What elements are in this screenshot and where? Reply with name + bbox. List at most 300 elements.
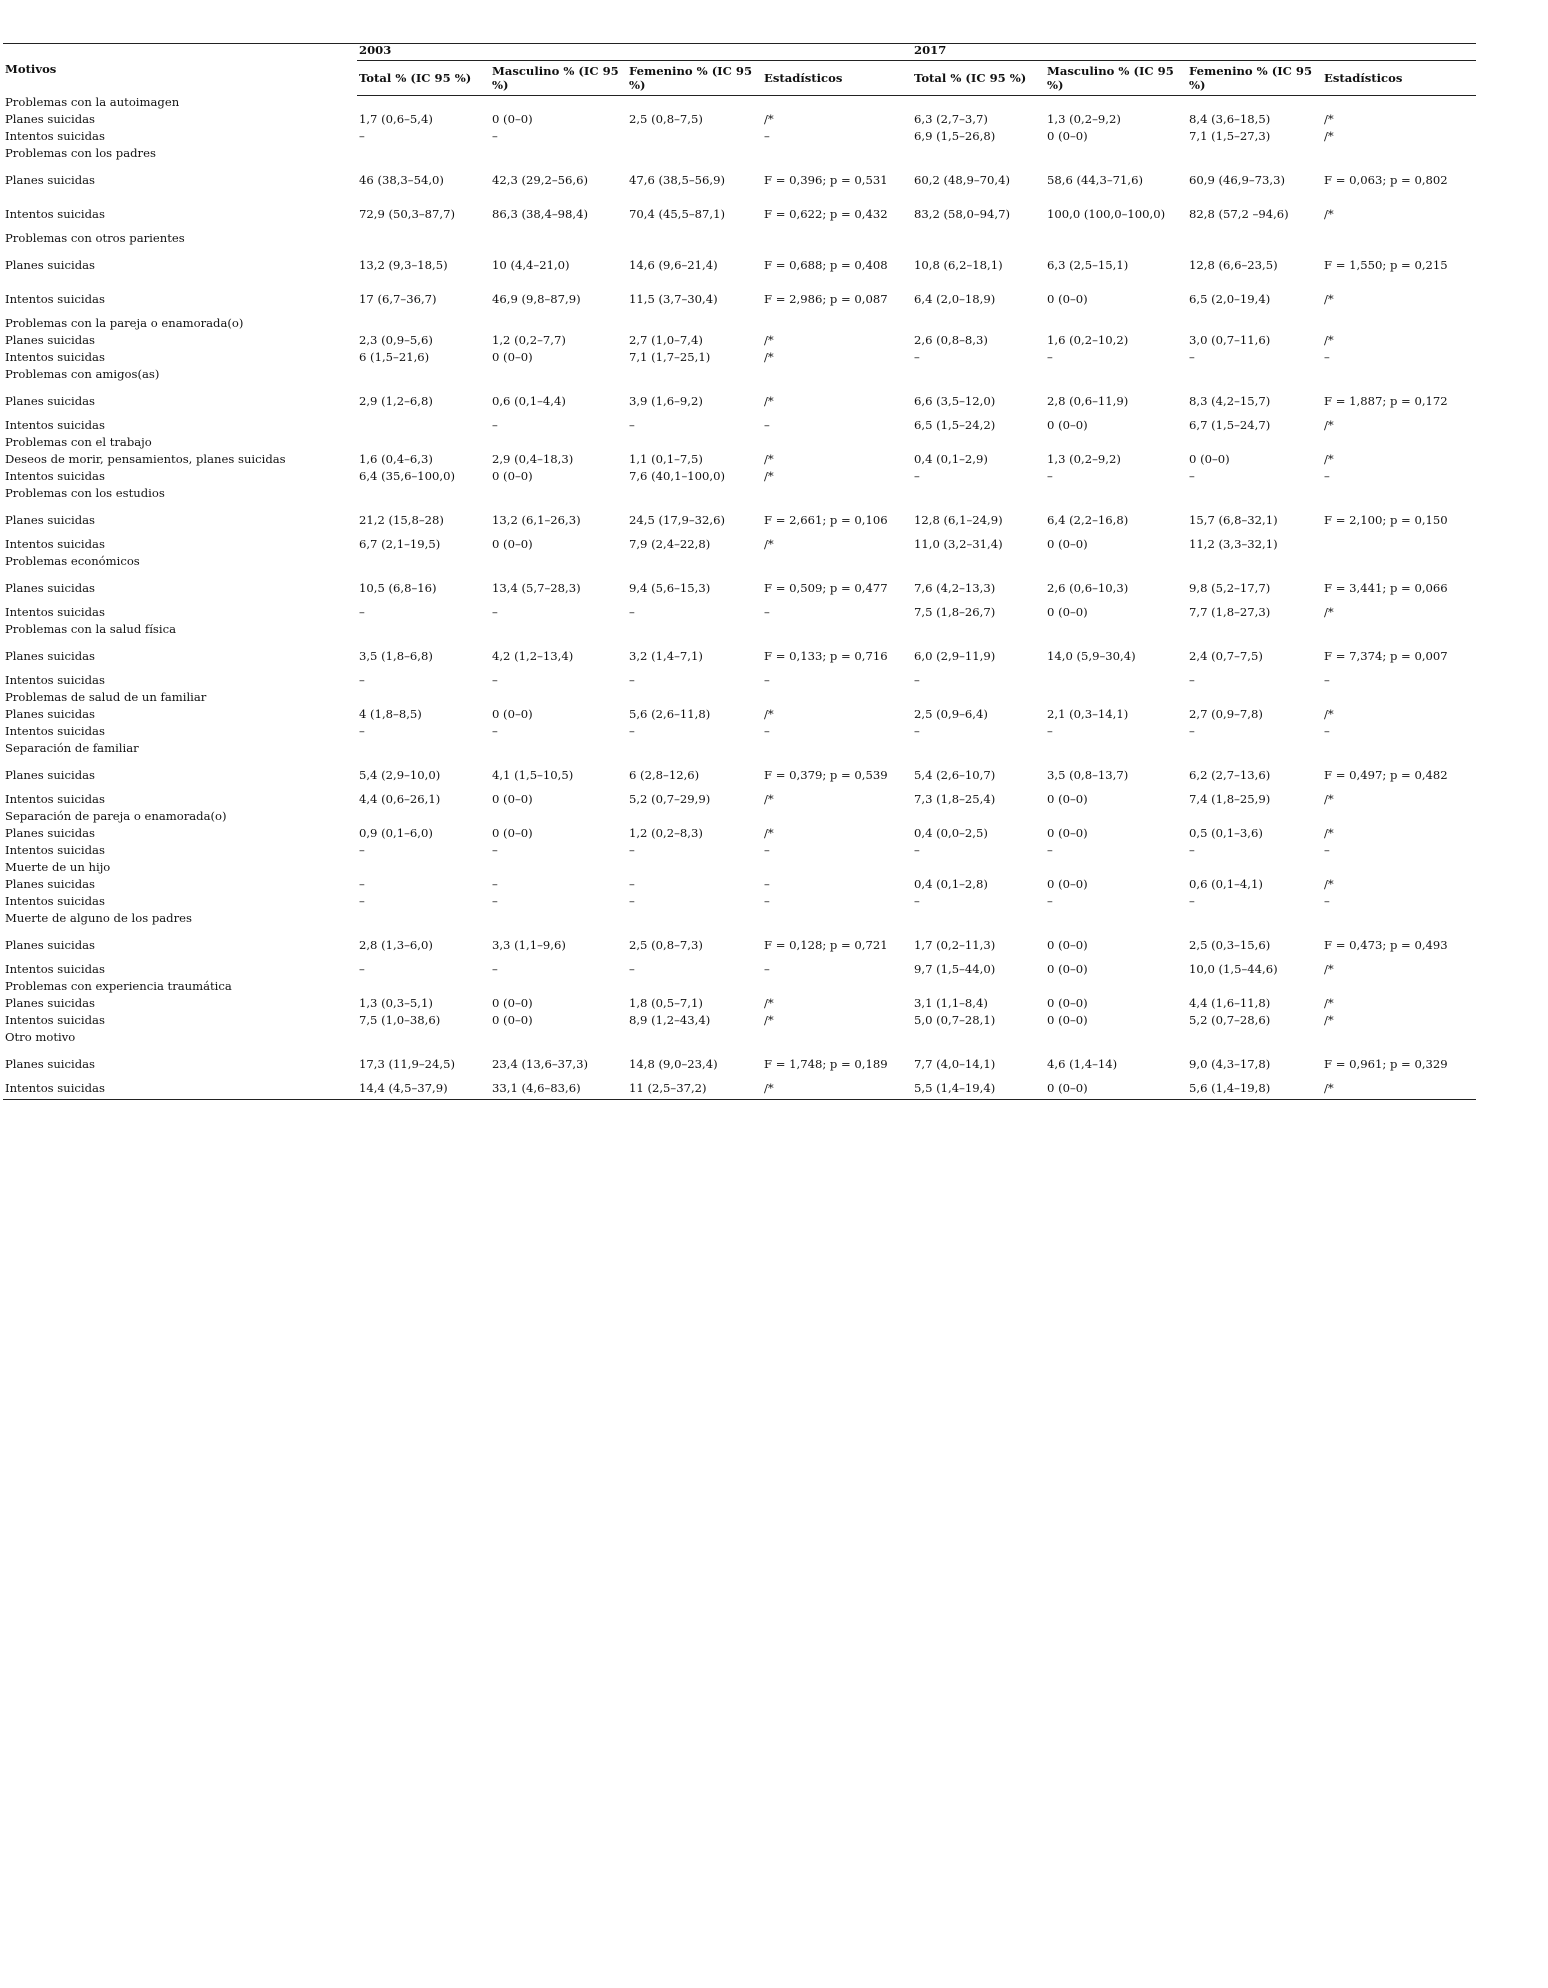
cell-estadisticos-2017: /* bbox=[1324, 962, 1334, 976]
cell-masculino-2003: 23,4 (13,6–37,3) bbox=[492, 1057, 588, 1072]
category-row bbox=[3, 487, 1476, 504]
cell-total-2003: 46 (38,3–54,0) bbox=[359, 173, 444, 188]
category-row bbox=[3, 147, 1476, 164]
cell-femenino-2017: 15,7 (6,8–32,1) bbox=[1189, 513, 1278, 528]
cell-estadisticos-2017: /* bbox=[1324, 605, 1334, 619]
cell-estadisticos-2003: – bbox=[764, 724, 770, 738]
cell-estadisticos-2003: – bbox=[764, 894, 770, 908]
category-label: Problemas con la autoimagen bbox=[5, 95, 180, 109]
cell-masculino-2003: 1,2 (0,2–7,7) bbox=[492, 333, 566, 347]
cell-estadisticos-2017: F = 0,473; p = 0,493 bbox=[1324, 938, 1448, 953]
row-label: Intentos suicidas bbox=[5, 962, 105, 976]
cell-estadisticos-2017: /* bbox=[1324, 333, 1334, 347]
table-row bbox=[3, 164, 1476, 198]
cell-masculino-2003: 0 (0–0) bbox=[492, 350, 533, 364]
table-row bbox=[3, 419, 1476, 436]
cell-total-2003: 6,4 (35,6–100,0) bbox=[359, 469, 455, 483]
table-row bbox=[3, 674, 1476, 691]
cell-total-2017: 6,9 (1,5–26,8) bbox=[914, 129, 996, 143]
row-label: Planes suicidas bbox=[5, 333, 95, 347]
cell-masculino-2003: 0 (0–0) bbox=[492, 537, 533, 551]
cell-masculino-2017: 2,1 (0,3–14,1) bbox=[1047, 707, 1129, 721]
row-label: Planes suicidas bbox=[5, 996, 95, 1010]
cell-estadisticos-2003: /* bbox=[764, 826, 774, 840]
cell-estadisticos-2003: /* bbox=[764, 333, 774, 347]
category-label: Problemas con amigos(as) bbox=[5, 367, 160, 381]
cell-femenino-2017: – bbox=[1189, 350, 1195, 364]
cell-estadisticos-2003: – bbox=[764, 843, 770, 857]
category-label: Problemas con los padres bbox=[5, 146, 156, 160]
cell-estadisticos-2017: /* bbox=[1324, 418, 1334, 432]
cell-total-2003: 1,7 (0,6–5,4) bbox=[359, 112, 433, 126]
cell-femenino-2017: 0,6 (0,1–4,1) bbox=[1189, 877, 1263, 891]
cell-femenino-2003: – bbox=[629, 843, 635, 857]
cell-total-2003: 4 (1,8–8,5) bbox=[359, 707, 422, 721]
cell-estadisticos-2003: F = 0,379; p = 0,539 bbox=[764, 768, 888, 783]
cell-total-2017: – bbox=[914, 894, 920, 908]
cell-masculino-2003: – bbox=[492, 843, 498, 857]
cell-estadisticos-2003: /* bbox=[764, 112, 774, 126]
cell-femenino-2003: 14,8 (9,0–23,4) bbox=[629, 1057, 718, 1072]
table-row bbox=[3, 1048, 1476, 1082]
category-label: Problemas con el trabajo bbox=[5, 435, 152, 449]
category-row bbox=[3, 742, 1476, 759]
cell-masculino-2003: – bbox=[492, 605, 498, 619]
cell-masculino-2003: – bbox=[492, 673, 498, 687]
cell-femenino-2003: – bbox=[629, 605, 635, 619]
cell-femenino-2017: 5,6 (1,4–19,8) bbox=[1187, 1082, 1322, 1100]
cell-masculino-2017: 3,5 (0,8–13,7) bbox=[1047, 768, 1129, 783]
cell-total-2017: 0,4 (0,0–2,5) bbox=[914, 826, 988, 840]
cell-masculino-2003: 4,1 (1,5–10,5) bbox=[492, 768, 574, 783]
cell-estadisticos-2017: /* bbox=[1324, 877, 1334, 891]
cell-femenino-2017: 6,7 (1,5–24,7) bbox=[1189, 418, 1271, 432]
cell-total-2003 bbox=[357, 419, 490, 436]
cell-total-2003: – bbox=[359, 673, 365, 687]
cell-estadisticos-2017: /* bbox=[1324, 996, 1334, 1010]
table-row bbox=[3, 827, 1476, 844]
row-label: Planes suicidas bbox=[5, 394, 95, 409]
cell-estadisticos-2003: – bbox=[764, 877, 770, 891]
cell-total-2003: 2,8 (1,3–6,0) bbox=[359, 938, 433, 953]
cell-total-2017: 5,0 (0,7–28,1) bbox=[914, 1013, 996, 1027]
cell-masculino-2017: 0 (0–0) bbox=[1047, 996, 1088, 1010]
table-row bbox=[3, 351, 1476, 368]
cell-total-2017: – bbox=[914, 469, 920, 483]
cell-femenino-2017: 2,5 (0,3–15,6) bbox=[1189, 938, 1271, 953]
cell-masculino-2017: 0 (0–0) bbox=[1047, 418, 1088, 432]
row-label: Intentos suicidas bbox=[5, 207, 105, 222]
cell-estadisticos-2003: F = 2,986; p = 0,087 bbox=[764, 292, 888, 307]
cell-masculino-2017: – bbox=[1047, 350, 1053, 364]
table-row bbox=[3, 708, 1476, 725]
cell-masculino-2017: – bbox=[1047, 469, 1053, 483]
table-row bbox=[3, 997, 1476, 1014]
cell-femenino-2017: 9,8 (5,2–17,7) bbox=[1189, 581, 1271, 596]
cell-total-2017: 60,2 (48,9–70,4) bbox=[914, 173, 1011, 188]
cell-masculino-2017: 0 (0–0) bbox=[1047, 129, 1088, 143]
cell-total-2017: – bbox=[914, 350, 920, 364]
cell-estadisticos-2003: F = 0,128; p = 0,721 bbox=[764, 938, 888, 953]
table-row bbox=[3, 538, 1476, 555]
row-label: Intentos suicidas bbox=[5, 129, 105, 143]
cell-estadisticos-2003: /* bbox=[764, 707, 774, 721]
category-label: Otro motivo bbox=[5, 1030, 76, 1044]
table-header bbox=[3, 44, 1476, 96]
cell-total-2003: 17 (6,7–36,7) bbox=[359, 292, 437, 307]
table-row bbox=[3, 470, 1476, 487]
cell-total-2003: 0,9 (0,1–6,0) bbox=[359, 826, 433, 840]
cell-masculino-2017: 6,4 (2,2–16,8) bbox=[1047, 513, 1129, 528]
cell-femenino-2003: 2,7 (1,0–7,4) bbox=[629, 333, 703, 347]
category-row bbox=[3, 317, 1476, 334]
cell-estadisticos-2017: F = 2,100; p = 0,150 bbox=[1324, 513, 1448, 528]
cell-femenino-2003: 7,9 (2,4–22,8) bbox=[629, 537, 711, 551]
cell-total-2003: – bbox=[359, 724, 365, 738]
category-row bbox=[3, 368, 1476, 385]
row-label: Planes suicidas bbox=[5, 173, 95, 188]
cell-masculino-2017: 14,0 (5,9–30,4) bbox=[1047, 649, 1136, 664]
table-row bbox=[3, 198, 1476, 232]
cell-masculino-2017: 0 (0–0) bbox=[1047, 792, 1088, 806]
cell-total-2017: 2,6 (0,8–8,3) bbox=[914, 333, 988, 347]
cell-masculino-2017: 0 (0–0) bbox=[1047, 1013, 1088, 1027]
cell-femenino-2003: 1,1 (0,1–7,5) bbox=[629, 452, 703, 466]
cell-total-2017: 9,7 (1,5–44,0) bbox=[914, 962, 996, 976]
cell-femenino-2017: 11,2 (3,3–32,1) bbox=[1189, 537, 1278, 551]
cell-masculino-2017: 6,3 (2,5–15,1) bbox=[1047, 258, 1129, 273]
table-row bbox=[3, 1014, 1476, 1031]
table-row bbox=[3, 572, 1476, 606]
row-label: Planes suicidas bbox=[5, 1057, 95, 1072]
cell-masculino-2003: 0,6 (0,1–4,4) bbox=[492, 394, 566, 409]
cell-masculino-2003: – bbox=[492, 962, 498, 976]
cell-estadisticos-2017: /* bbox=[1324, 112, 1334, 126]
table-row bbox=[3, 1082, 1476, 1100]
cell-femenino-2017: 10,0 (1,5–44,6) bbox=[1189, 962, 1278, 976]
cell-femenino-2003: 70,4 (45,5–87,1) bbox=[629, 207, 725, 222]
cell-estadisticos-2017: /* bbox=[1324, 826, 1334, 840]
header-masculino-2017: Masculino % (IC 95 %) bbox=[1045, 61, 1187, 96]
cell-estadisticos-2017: /* bbox=[1324, 792, 1334, 806]
category-row bbox=[3, 232, 1476, 249]
cell-total-2003: 7,5 (1,0–38,6) bbox=[359, 1013, 441, 1027]
cell-femenino-2017: 6,2 (2,7–13,6) bbox=[1189, 768, 1271, 783]
cell-estadisticos-2003: /* bbox=[764, 537, 774, 551]
category-row bbox=[3, 436, 1476, 453]
table-row bbox=[3, 453, 1476, 470]
header-total-2003: Total % (IC 95 %) bbox=[357, 61, 490, 96]
category-row bbox=[3, 96, 1476, 114]
row-label: Intentos suicidas bbox=[3, 1082, 357, 1100]
cell-estadisticos-2017: /* bbox=[1324, 129, 1334, 143]
cell-femenino-2017: 4,4 (1,6–11,8) bbox=[1189, 996, 1271, 1010]
cell-total-2003: – bbox=[359, 894, 365, 908]
table-row bbox=[3, 249, 1476, 283]
cell-masculino-2017: 0 (0–0) bbox=[1047, 938, 1088, 953]
cell-total-2017: 6,3 (2,7–3,7) bbox=[914, 112, 988, 126]
table-row bbox=[3, 963, 1476, 980]
header-femenino-2017: Femenino % (IC 95 %) bbox=[1187, 61, 1322, 96]
cell-total-2003: – bbox=[359, 605, 365, 619]
cell-estadisticos-2003: F = 1,748; p = 0,189 bbox=[764, 1057, 888, 1072]
header-total-2017: Total % (IC 95 %) bbox=[912, 61, 1045, 96]
cell-femenino-2003: – bbox=[629, 962, 635, 976]
cell-total-2017: 7,3 (1,8–25,4) bbox=[914, 792, 996, 806]
cell-total-2003: 4,4 (0,6–26,1) bbox=[359, 792, 441, 806]
cell-femenino-2003: 1,8 (0,5–7,1) bbox=[629, 996, 703, 1010]
row-label: Intentos suicidas bbox=[5, 673, 105, 687]
cell-femenino-2017: 2,4 (0,7–7,5) bbox=[1189, 649, 1263, 664]
category-label: Problemas económicos bbox=[5, 554, 140, 568]
cell-masculino-2003: 0 (0–0) bbox=[492, 707, 533, 721]
cell-femenino-2017: – bbox=[1189, 894, 1195, 908]
cell-femenino-2017: 60,9 (46,9–73,3) bbox=[1189, 173, 1286, 188]
cell-femenino-2017: 5,2 (0,7–28,6) bbox=[1189, 1013, 1271, 1027]
cell-estadisticos-2017: /* bbox=[1322, 1082, 1476, 1100]
cell-masculino-2017: 1,6 (0,2–10,2) bbox=[1047, 333, 1129, 347]
cell-masculino-2003: 0 (0–0) bbox=[492, 112, 533, 126]
row-label: Planes suicidas bbox=[5, 258, 95, 273]
cell-total-2003: 2,9 (1,2–6,8) bbox=[359, 394, 433, 409]
cell-estadisticos-2017: – bbox=[1324, 843, 1330, 857]
cell-total-2003: 6 (1,5–21,6) bbox=[359, 350, 430, 364]
cell-femenino-2017: 7,4 (1,8–25,9) bbox=[1189, 792, 1271, 806]
cell-estadisticos-2017: /* bbox=[1324, 292, 1334, 307]
cell-femenino-2003: 11 (2,5–37,2) bbox=[627, 1082, 762, 1100]
cell-masculino-2003: 0 (0–0) bbox=[492, 469, 533, 483]
cell-femenino-2003: 2,5 (0,8–7,3) bbox=[629, 938, 703, 953]
category-label: Problemas de salud de un familiar bbox=[5, 690, 207, 704]
cell-masculino-2017: 1,3 (0,2–9,2) bbox=[1047, 452, 1121, 466]
table-row bbox=[3, 504, 1476, 538]
category-row bbox=[3, 1031, 1476, 1048]
cell-total-2017: – bbox=[914, 724, 920, 738]
cell-masculino-2017: 100,0 (100,0–100,0) bbox=[1047, 207, 1166, 222]
header-motivos: Motivos bbox=[3, 44, 357, 96]
cell-total-2003: – bbox=[359, 843, 365, 857]
table-row bbox=[3, 929, 1476, 963]
table-row bbox=[3, 606, 1476, 623]
category-row bbox=[3, 861, 1476, 878]
row-label: Planes suicidas bbox=[5, 649, 95, 664]
cell-masculino-2003: 46,9 (9,8–87,9) bbox=[492, 292, 581, 307]
cell-femenino-2003: 47,6 (38,5–56,9) bbox=[629, 173, 725, 188]
category-row bbox=[3, 810, 1476, 827]
cell-estadisticos-2017: /* bbox=[1324, 707, 1334, 721]
cell-total-2017: 6,4 (2,0–18,9) bbox=[914, 292, 996, 307]
cell-estadisticos-2003: /* bbox=[764, 452, 774, 466]
cell-masculino-2003: 3,3 (1,1–9,6) bbox=[492, 938, 566, 953]
cell-femenino-2017: 7,7 (1,8–27,3) bbox=[1189, 605, 1271, 619]
table-row bbox=[3, 759, 1476, 793]
cell-femenino-2003: – bbox=[629, 877, 635, 891]
cell-estadisticos-2017: – bbox=[1324, 894, 1330, 908]
cell-masculino-2017: 0 (0–0) bbox=[1047, 826, 1088, 840]
cell-femenino-2017: 0 (0–0) bbox=[1189, 452, 1230, 466]
cell-estadisticos-2003: /* bbox=[764, 1013, 774, 1027]
header-year-2003: 2003 bbox=[357, 44, 912, 61]
cell-total-2003: 17,3 (11,9–24,5) bbox=[359, 1057, 455, 1072]
cell-femenino-2003: 5,6 (2,6–11,8) bbox=[629, 707, 711, 721]
row-label: Planes suicidas bbox=[5, 768, 95, 783]
category-label: Muerte de un hijo bbox=[5, 860, 111, 874]
table-row bbox=[3, 640, 1476, 674]
cell-femenino-2003: 2,5 (0,8–7,5) bbox=[629, 112, 703, 126]
cell-total-2017: 5,5 (1,4–19,4) bbox=[912, 1082, 1045, 1100]
header-masculino-2003: Masculino % (IC 95 %) bbox=[490, 61, 627, 96]
cell-total-2017: 7,6 (4,2–13,3) bbox=[914, 581, 996, 596]
cell-femenino-2003: 5,2 (0,7–29,9) bbox=[629, 792, 711, 806]
cell-femenino-2017: 8,4 (3,6–18,5) bbox=[1189, 112, 1271, 126]
cell-estadisticos-2003: /* bbox=[764, 996, 774, 1010]
category-row bbox=[3, 623, 1476, 640]
cell-femenino-2003: 7,6 (40,1–100,0) bbox=[629, 469, 725, 483]
cell-total-2003: – bbox=[359, 877, 365, 891]
cell-estadisticos-2003: – bbox=[764, 418, 770, 432]
cell-masculino-2003: – bbox=[492, 877, 498, 891]
cell-femenino-2003: – bbox=[629, 418, 635, 432]
cell-masculino-2017: – bbox=[1047, 894, 1053, 908]
category-label: Separación de familiar bbox=[5, 741, 139, 755]
cell-masculino-2017: – bbox=[1047, 843, 1053, 857]
row-label: Planes suicidas bbox=[5, 112, 95, 126]
cell-estadisticos-2017: – bbox=[1324, 724, 1330, 738]
cell-masculino-2003: 13,4 (5,7–28,3) bbox=[492, 581, 581, 596]
row-label: Intentos suicidas bbox=[5, 792, 105, 806]
cell-femenino-2017: – bbox=[1189, 843, 1195, 857]
cell-estadisticos-2017: F = 1,550; p = 0,215 bbox=[1324, 258, 1448, 273]
cell-estadisticos-2003: F = 0,509; p = 0,477 bbox=[764, 581, 888, 596]
category-row bbox=[3, 912, 1476, 929]
cell-femenino-2017: – bbox=[1189, 673, 1195, 687]
cell-masculino-2017: – bbox=[1047, 724, 1053, 738]
category-label: Problemas con la pareja o enamorada(o) bbox=[5, 316, 244, 330]
category-row bbox=[3, 980, 1476, 997]
cell-total-2003: 1,6 (0,4–6,3) bbox=[359, 452, 433, 466]
category-row bbox=[3, 691, 1476, 708]
category-label: Problemas con los estudios bbox=[5, 486, 165, 500]
cell-total-2017: 1,7 (0,2–11,3) bbox=[914, 938, 996, 953]
header-estadisticos-2003: Estadísticos bbox=[762, 61, 912, 96]
cell-masculino-2003: 42,3 (29,2–56,6) bbox=[492, 173, 588, 188]
cell-total-2003: 2,3 (0,9–5,6) bbox=[359, 333, 433, 347]
cell-femenino-2003: 11,5 (3,7–30,4) bbox=[629, 292, 718, 307]
cell-masculino-2003: 2,9 (0,4–18,3) bbox=[492, 452, 574, 466]
category-label: Problemas con experiencia traumática bbox=[5, 979, 232, 993]
cell-total-2017: 0,4 (0,1–2,8) bbox=[914, 877, 988, 891]
cell-estadisticos-2003: /* bbox=[764, 469, 774, 483]
table-row bbox=[3, 878, 1476, 895]
row-label: Deseos de morir, pensamientos, planes suicidas bbox=[5, 452, 286, 466]
cell-femenino-2003: 7,1 (1,7–25,1) bbox=[629, 350, 711, 364]
cell-estadisticos-2017: F = 0,961; p = 0,329 bbox=[1324, 1057, 1448, 1072]
category-label: Problemas con la salud física bbox=[5, 622, 176, 636]
table-body bbox=[3, 96, 1476, 1100]
cell-masculino-2003: – bbox=[492, 129, 498, 143]
cell-masculino-2017: 0 (0–0) bbox=[1047, 292, 1088, 307]
cell-estadisticos-2003: F = 0,133; p = 0,716 bbox=[764, 649, 888, 664]
cell-total-2017: – bbox=[914, 673, 920, 687]
table-row bbox=[3, 385, 1476, 419]
cell-total-2017: 12,8 (6,1–24,9) bbox=[914, 513, 1003, 528]
header-year-2017: 2017 bbox=[912, 44, 1476, 61]
row-label: Planes suicidas bbox=[5, 581, 95, 596]
table-row bbox=[3, 844, 1476, 861]
row-label: Intentos suicidas bbox=[5, 469, 105, 483]
cell-masculino-2003: 0 (0–0) bbox=[492, 1013, 533, 1027]
cell-femenino-2003: – bbox=[629, 894, 635, 908]
cell-total-2003: 1,3 (0,3–5,1) bbox=[359, 996, 433, 1010]
cell-estadisticos-2017 bbox=[1322, 538, 1476, 555]
cell-femenino-2017: – bbox=[1189, 469, 1195, 483]
cell-femenino-2017: 3,0 (0,7–11,6) bbox=[1189, 333, 1271, 347]
row-label: Intentos suicidas bbox=[5, 292, 105, 307]
table-row bbox=[3, 334, 1476, 351]
cell-estadisticos-2003: /* bbox=[762, 1082, 912, 1100]
row-label: Planes suicidas bbox=[5, 513, 95, 528]
cell-total-2017: 2,5 (0,9–6,4) bbox=[914, 707, 988, 721]
cell-masculino-2017: 0 (0–0) bbox=[1045, 1082, 1187, 1100]
cell-masculino-2003: 0 (0–0) bbox=[492, 826, 533, 840]
cell-estadisticos-2017: – bbox=[1324, 469, 1330, 483]
motives-table bbox=[3, 43, 1476, 1100]
cell-estadisticos-2003: – bbox=[764, 962, 770, 976]
row-label: Intentos suicidas bbox=[5, 537, 105, 551]
cell-total-2017: 6,5 (1,5–24,2) bbox=[914, 418, 996, 432]
cell-masculino-2017: 4,6 (1,4–14) bbox=[1047, 1057, 1118, 1072]
cell-femenino-2003: 6 (2,8–12,6) bbox=[629, 768, 700, 783]
cell-femenino-2003 bbox=[627, 130, 762, 147]
cell-estadisticos-2017: F = 0,497; p = 0,482 bbox=[1324, 768, 1448, 783]
cell-estadisticos-2003: – bbox=[764, 673, 770, 687]
cell-femenino-2017: – bbox=[1189, 724, 1195, 738]
cell-femenino-2003: 3,9 (1,6–9,2) bbox=[629, 394, 703, 409]
cell-masculino-2017 bbox=[1045, 674, 1187, 691]
cell-masculino-2017: 2,6 (0,6–10,3) bbox=[1047, 581, 1129, 596]
cell-masculino-2017: 0 (0–0) bbox=[1047, 877, 1088, 891]
cell-total-2003: – bbox=[359, 129, 365, 143]
cell-estadisticos-2003: – bbox=[764, 129, 770, 143]
cell-masculino-2003: 33,1 (4,6–83,6) bbox=[490, 1082, 627, 1100]
cell-total-2003: 14,4 (4,5–37,9) bbox=[357, 1082, 490, 1100]
cell-total-2017: 7,5 (1,8–26,7) bbox=[914, 605, 996, 619]
cell-masculino-2017: 58,6 (44,3–71,6) bbox=[1047, 173, 1144, 188]
cell-femenino-2003: 14,6 (9,6–21,4) bbox=[629, 258, 718, 273]
category-label: Muerte de alguno de los padres bbox=[5, 911, 192, 925]
table-row bbox=[3, 793, 1476, 810]
cell-femenino-2003: 24,5 (17,9–32,6) bbox=[629, 513, 725, 528]
cell-estadisticos-2017: F = 0,063; p = 0,802 bbox=[1324, 173, 1448, 188]
cell-estadisticos-2017: F = 1,887; p = 0,172 bbox=[1324, 394, 1448, 409]
cell-estadisticos-2003: F = 0,622; p = 0,432 bbox=[764, 207, 888, 222]
cell-femenino-2003: – bbox=[629, 724, 635, 738]
row-label: Planes suicidas bbox=[5, 877, 95, 891]
cell-femenino-2017: 9,0 (4,3–17,8) bbox=[1189, 1057, 1271, 1072]
category-row bbox=[3, 555, 1476, 572]
cell-masculino-2017: 2,8 (0,6–11,9) bbox=[1047, 394, 1129, 409]
cell-total-2017: 6,6 (3,5–12,0) bbox=[914, 394, 996, 409]
row-label: Planes suicidas bbox=[5, 707, 95, 721]
cell-total-2003: 21,2 (15,8–28) bbox=[359, 513, 444, 528]
cell-masculino-2003: – bbox=[492, 418, 498, 432]
cell-masculino-2017: 0 (0–0) bbox=[1047, 537, 1088, 551]
cell-estadisticos-2017: – bbox=[1324, 673, 1330, 687]
cell-masculino-2003: 10 (4,4–21,0) bbox=[492, 258, 570, 273]
cell-masculino-2003: – bbox=[492, 894, 498, 908]
header-femenino-2003: Femenino % (IC 95 %) bbox=[627, 61, 762, 96]
header-estadisticos-2017: Estadísticos bbox=[1322, 61, 1476, 96]
